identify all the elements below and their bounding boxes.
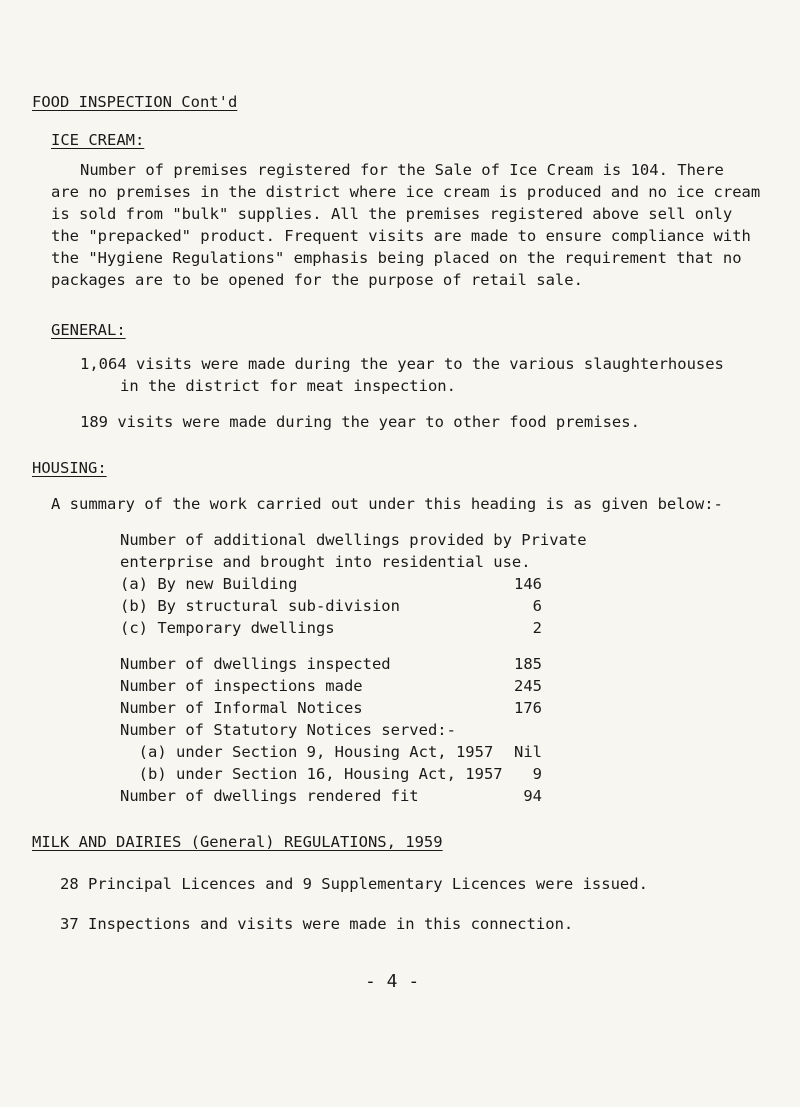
housing-stat-label: Number of Statutory Notices served:-: [120, 721, 456, 739]
housing-stat-label: Number of dwellings inspected: [120, 655, 391, 673]
additional-item-label: (c) Temporary dwellings: [120, 619, 335, 637]
ice-cream-line: are no premises in the district where ice cream is produced and no ice cream: [51, 183, 761, 201]
milk-line: 37 Inspections and visits were made in this connection.: [60, 915, 574, 933]
additional-item-label: (a) By new Building: [120, 575, 298, 593]
housing-stat-value: 176: [514, 699, 542, 717]
additional-dwellings-title: enterprise and brought into residential use.: [120, 553, 531, 571]
housing-stat-value: Nil: [514, 743, 542, 761]
additional-item-label: (b) By structural sub-division: [120, 597, 400, 615]
additional-dwellings-title: Number of additional dwellings provided by Private: [120, 531, 587, 549]
housing-stat-label: Number of inspections made: [120, 677, 363, 695]
housing-heading: HOUSING:: [32, 459, 107, 477]
ice-cream-line: is sold from "bulk" supplies. All the premises registered above sell only: [51, 205, 733, 223]
milk-line: 28 Principal Licences and 9 Supplementary Licences were issued.: [60, 875, 648, 893]
ice-cream-heading: ICE CREAM:: [51, 131, 145, 149]
housing-stat-label: Number of Informal Notices: [120, 699, 363, 717]
page-number: - 4 -: [365, 971, 420, 992]
housing-stat-value: 185: [514, 655, 542, 673]
housing-stat-label: (a) under Section 9, Housing Act, 1957: [120, 743, 494, 761]
additional-item-value: 146: [514, 575, 542, 593]
milk-heading: MILK AND DAIRIES (General) REGULATIONS, 1959: [32, 833, 443, 851]
additional-item-value: 6: [532, 597, 542, 615]
page-header: FOOD INSPECTION Cont'd: [32, 93, 238, 111]
general-line: 189 visits were made during the year to other food premises.: [80, 413, 640, 431]
general-heading: GENERAL:: [51, 321, 126, 339]
ice-cream-line: the "Hygiene Regulations" emphasis being placed on the requirement that no: [51, 249, 742, 267]
housing-stat-label: Number of dwellings rendered fit: [120, 787, 419, 805]
housing-stat-value: 9: [532, 765, 542, 783]
general-line: 1,064 visits were made during the year to the various slaughterhouses: [80, 355, 724, 373]
general-line: in the district for meat inspection.: [120, 377, 456, 395]
housing-stat-value: 245: [514, 677, 542, 695]
housing-stat-label: (b) under Section 16, Housing Act, 1957: [120, 765, 503, 783]
housing-intro: A summary of the work carried out under this heading is as given below:-: [51, 495, 723, 513]
ice-cream-line: packages are to be opened for the purpose of retail sale.: [51, 271, 583, 289]
additional-item-value: 2: [532, 619, 542, 637]
ice-cream-line: the "prepacked" product. Frequent visits are made to ensure compliance with: [51, 227, 751, 245]
housing-stat-value: 94: [523, 787, 542, 805]
ice-cream-line: Number of premises registered for the Sale of Ice Cream is 104. There: [80, 161, 724, 179]
